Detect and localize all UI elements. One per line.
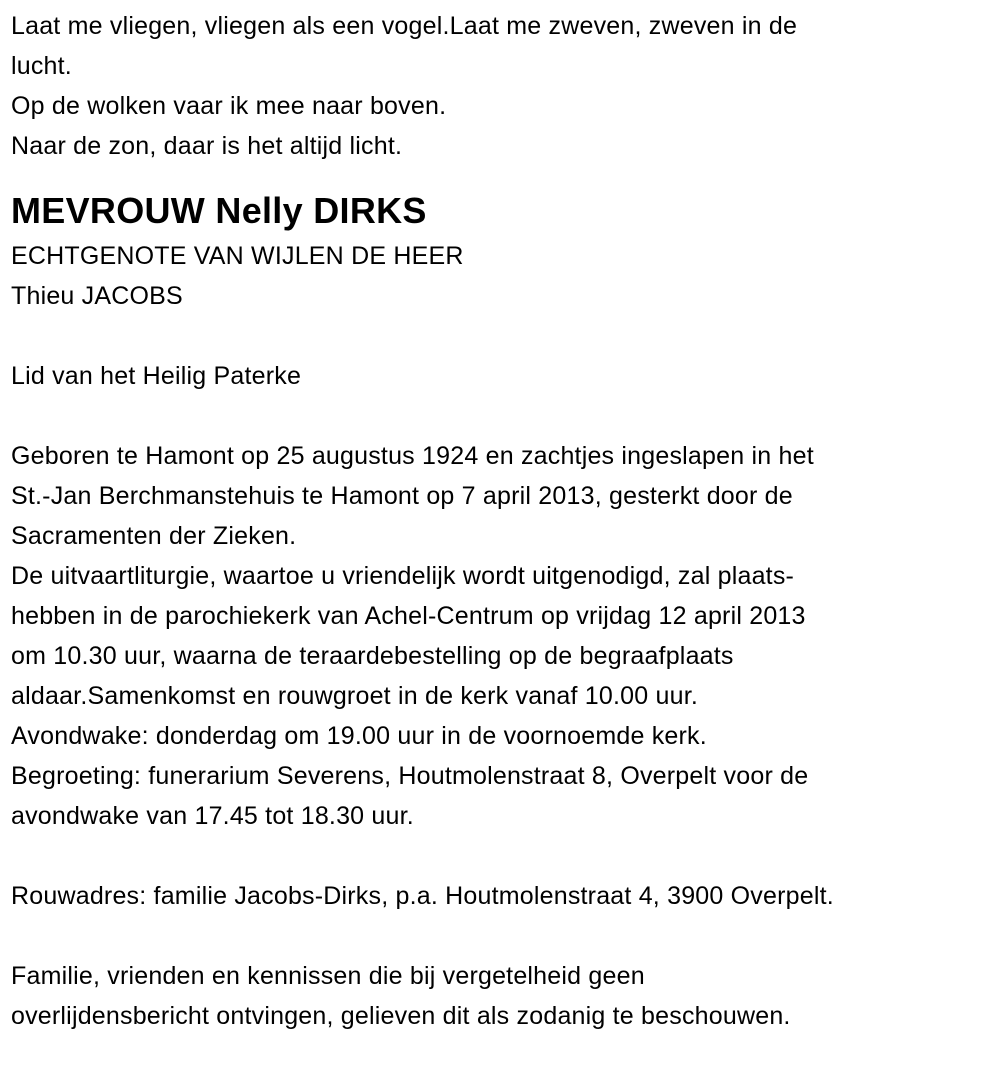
closing-note [11,956,1000,1036]
poem-line: Naar de zon, daar is het altijd licht. [11,132,403,160]
details-line: Begroeting: funerarium Severens, Houtmolenstraat 8, Overpelt voor de [11,762,809,790]
poem [11,6,1000,166]
funeral-details [11,436,1000,836]
details-line: om 10.30 uur, waarna de teraardebestelling op de begraafplaats [11,642,734,670]
poem-line: Laat me vliegen, vliegen als een vogel.Laat me zweven, zweven in de [11,12,798,40]
spacer [11,836,1000,876]
spouse-name: Thieu JACOBS [11,282,183,310]
details-line: hebben in de parochiekerk van Achel-Centrum op vrijdag 12 april 2013 [11,602,806,630]
mourning-address: Rouwadres: familie Jacobs-Dirks, p.a. Houtmolenstraat 4, 3900 Overpelt. [11,882,834,910]
spacer [11,396,1000,436]
membership: Lid van het Heilig Paterke [11,362,302,390]
closing-line: overlijdensbericht ontvingen, gelieven dit als zodanig te beschouwen. [11,1002,791,1030]
deceased-name: MEVROUW Nelly DIRKS [11,190,427,231]
poem-line: lucht. [11,52,72,80]
closing-line: Familie, vrienden en kennissen die bij vergetelheid geen [11,962,645,990]
details-line: Geboren te Hamont op 25 augustus 1924 en zachtjes ingeslapen in het [11,442,814,470]
details-line: aldaar.Samenkomst en rouwgroet in de kerk vanaf 10.00 uur. [11,682,699,710]
details-line: Avondwake: donderdag om 19.00 uur in de voornoemde kerk. [11,722,707,750]
details-line: St.-Jan Berchmanstehuis te Hamont op 7 april 2013, gesterkt door de [11,482,793,510]
spacer [11,916,1000,956]
details-line: avondwake van 17.45 tot 18.30 uur. [11,802,414,830]
spacer [11,316,1000,356]
relation-line: ECHTGENOTE VAN WIJLEN DE HEER [11,242,464,270]
details-line: De uitvaartliturgie, waartoe u vriendelijk wordt uitgenodigd, zal plaats- [11,562,795,590]
details-line: Sacramenten der Zieken. [11,522,297,550]
poem-line: Op de wolken vaar ik mee naar boven. [11,92,447,120]
